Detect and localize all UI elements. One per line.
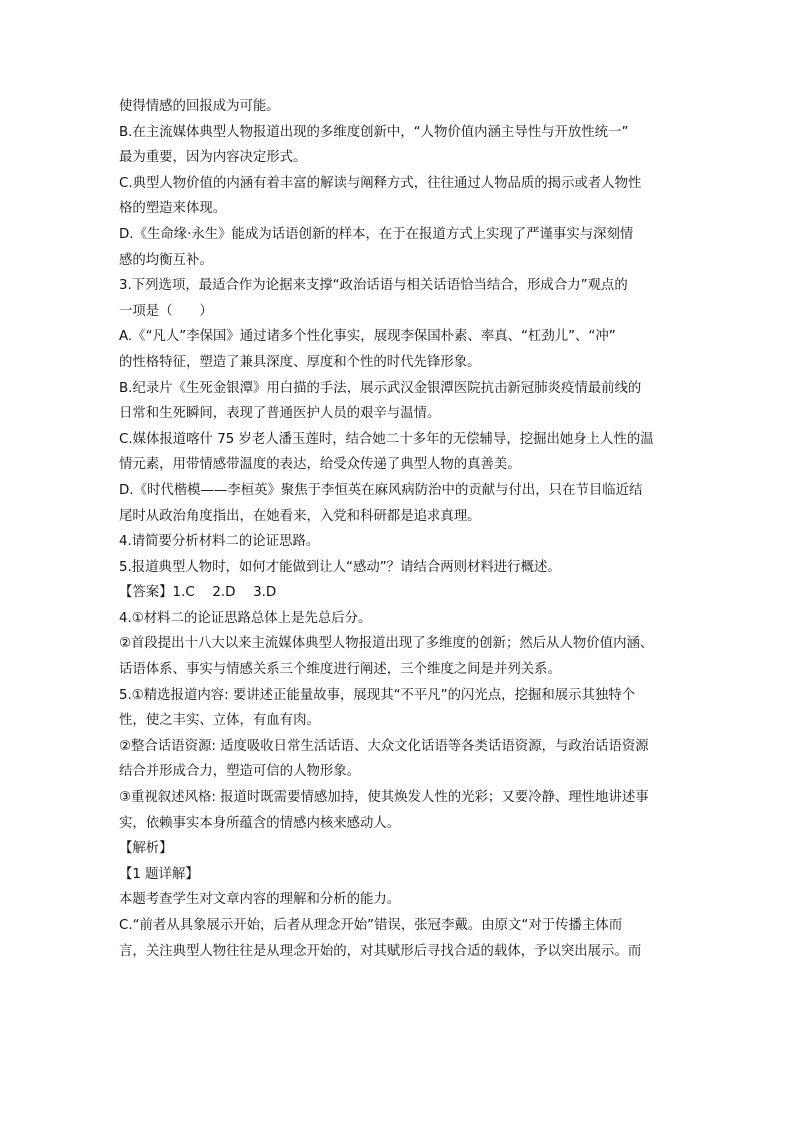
text-line: 结合并形成合力，塑造可信的人物形象。	[119, 764, 361, 780]
text-line: 使得情感的回报成为可能。	[119, 99, 280, 114]
option-d-line: D.《时代楷模——李桓英》聚焦于李恒英在麻风病防治中的贡献与付出，只在节目临近结	[119, 482, 643, 498]
text-line: 日常和生死瞬间，表现了普通医护人员的艰辛与温情。	[119, 406, 441, 422]
text-line: C.“前者从具象展示开始，后者从理念开始”错误，张冠李戴。由原文“对于传播主体而	[119, 918, 623, 933]
question-5-line: 5.报道典型人物时，如何才能做到让人“感动”？请结合两则材料进行概述。	[119, 559, 561, 575]
option-a-line: A.《“凡人”李保国》通过诸多个性化事实，展现李保国朴素、率真、“杠劲儿”、“冲”	[119, 329, 616, 345]
document-body	[119, 94, 689, 964]
text-line: 本题考查学生对文章内容的理解和分析的能力。	[119, 892, 401, 908]
text-line: ②首段提出十八大以来主流媒体典型人物报道出现了多维度的创新；然后从人物价值内涵、	[119, 636, 654, 652]
option-c-line: C.媒体报道喀什 75 岁老人潘玉莲时，结合她二十多年的无偿辅导，挖掘出她身上人性的温	[119, 431, 654, 447]
text-line: 情元素，用带情感带温度的表达，给受众传递了典型人物的真善美。	[119, 457, 521, 473]
option-b-line: B.纪录片《生死金银潭》用白描的手法，展示武汉金银潭医院抗击新冠肺炎疫情最前线的	[119, 380, 642, 396]
analysis-heading: 【解析】	[119, 841, 173, 857]
text-line: 感的均衡互补。	[119, 252, 213, 268]
text-line: ②整合话语资源: 适度吸收日常生活话语、大众文化话语等各类话语资源，与政治话语资源	[119, 738, 649, 754]
text-line: 4.①材料二的论证思路总体上是先总后分。	[119, 610, 372, 626]
text-line: 性，使之丰实、立体，有血有肉。	[119, 713, 320, 729]
text-line: 的性格特征，塑造了兼具深度、厚度和个性的时代先锋形象。	[119, 354, 481, 370]
text-line: B.在主流媒体典型人物报道出现的多维度创新中，“人物价值内涵主导性与开放性统一”	[119, 124, 629, 140]
text-line: 最为重要，因为内容决定形式。	[119, 150, 307, 166]
text-line: 实，依赖事实本身所蕴含的情感内核来感动人。	[119, 815, 401, 831]
text-line: 格的塑造来体现。	[119, 201, 227, 217]
text-line: 话语体系、事实与情感关系三个维度进行阐述，三个维度之间是并列关系。	[119, 662, 561, 678]
text-line: C.典型人物价值的内涵有着丰富的解读与阐释方式，往往通过人物品质的揭示或者人物性	[119, 175, 642, 191]
question-3-line: 3.下列选项，最适合作为论据来支撑“政治话语与相关话语恰当结合，形成合力”观点的	[119, 278, 628, 294]
question-1-detail-heading: 【1 题详解】	[119, 866, 199, 882]
text-line: 尾时从政治角度指出，在她看来，入党和科研都是追求真理。	[119, 508, 481, 524]
text-line: 一项是（ ）	[119, 303, 213, 319]
answer-line: 【答案】1.C 2.D 3.D	[119, 585, 277, 601]
text-line: 5.①精选报道内容: 要讲述正能量故事，展现其“不平凡”的闪光点，挖掘和展示其独特个	[119, 687, 636, 703]
text-line: 言，关注典型人物往往是从理念开始的，对其赋形后寻找合适的载体，予以突出展示。而	[119, 943, 642, 959]
question-4-line: 4.请简要分析材料二的论证思路。	[119, 534, 320, 550]
text-line: D.《生命缘·永生》能成为话语创新的样本，在于在报道方式上实现了严谨事实与深刻情	[119, 226, 634, 242]
text-line: ③重视叙述风格: 报道时既需要情感加持，使其焕发人性的光彩；又要冷静、理性地讲述事	[119, 790, 649, 806]
